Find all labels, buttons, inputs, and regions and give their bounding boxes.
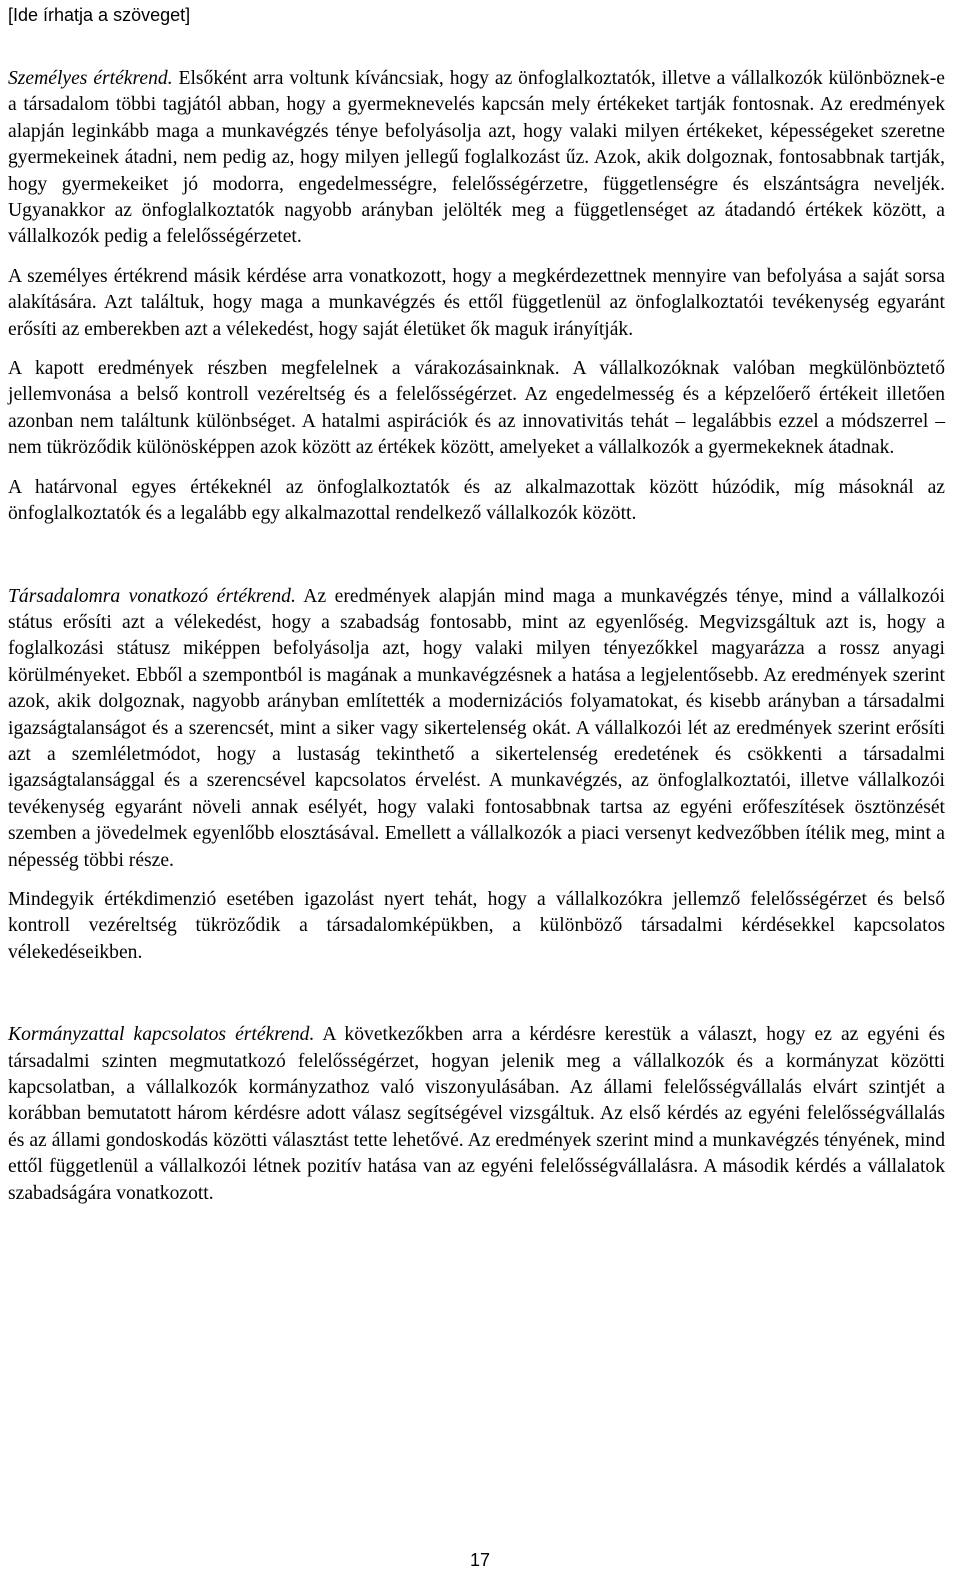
document-body	[8, 66, 945, 1207]
paragraph-text: A következőkben arra a kérdésre kerestük a választ, hogy ez az egyéni és társadalmi szinten megmutatkozó felelősségérzet, hogyan jelenik meg a vállalkozók és a kormányzat közötti kapcsolatban, a vállalkozók kormányzathoz való viszonyulásában. Az állami felelősségvállalás elvárt szintjét a korábban bemutatott három kérdésre adott válasz segítségével vizsgáltuk. Az első kérdés az egyéni felelősségvállalás és az állami gondoskodás közötti választást tette lehetővé. Az eredmények szerint mind a munkavégzés tényének, mind ettől függetlenül a vállalkozói létnek pozitív hatása van az egyéni felelősségvállalásra. A második kérdés a vállalatok szabadságára vonatkozott.	[8, 1024, 945, 1204]
section-heading-government-values: Kormányzattal kapcsolatos értékrend.	[8, 1024, 315, 1046]
section-heading-societal-values: Társadalomra vonatkozó értékrend.	[8, 585, 296, 607]
paragraph-results-expectations	[8, 356, 945, 462]
paragraph-text: A kapott eredmények részben megfelelnek a várakozásainknak. A vállalkozóknak valóban megkülönböztető jellemvonása a belső kontroll vezéreltség és a felelősségérzet. Az engedelmesség és a képzelőerő értékeit illetően azonban nem találtunk különbséget. A hatalmi aspirációk és az innovativitás tehát – legalábbis ezzel a módszerrel – nem tükröződik különösképpen azok között az értékek között, amelyeket a vállalkozók a gyermekeknek átadnak.	[8, 358, 945, 459]
paragraph-government-values	[8, 1022, 945, 1207]
paragraph-text: A határvonal egyes értékeknél az önfoglalkoztatók és az alkalmazottak között húzódik, míg másoknál az önfoglalkoztatók és a legalább egy alkalmazottal rendelkező vállalkozók között.	[8, 476, 945, 525]
paragraph-text: A személyes értékrend másik kérdése arra vonatkozott, hogy a megkérdezettnek mennyire van befolyása a saját sorsa alakítására. Azt találtuk, hogy maga a munkavégzés és ettől függetlenül az önfoglalkoztatói tevékenység egyaránt erősíti az emberekben azt a vélekedést, hogy saját életüket ők maguk irányítják.	[8, 265, 945, 340]
paragraph-societal-values	[8, 584, 945, 874]
paragraph-boundary	[8, 475, 945, 528]
paragraph-text: Elsőként arra voltunk kíváncsiak, hogy az önfoglalkoztatók, illetve a vállalkozók különböznek-e a társadalom többi tagjától abban, hogy a gyermeknevelés kapcsán mely értékeket tartják fontosnak. Az eredmények alapján leginkább maga a munkavégzés ténye befolyásolja azt, hogy valaki milyen értékeket, képességeket szeretne gyermekeinek átadni, nem pedig az, hogy milyen jellegű foglalkozást űz. Azok, akik dolgoznak, fontosabbnak tartják, hogy gyermekeiket jó modorra, engedelmességre, felelősségérzetre, függetlenségre és elszántságra neveljék. Ugyanakkor az önfoglalkoztatók nagyobb arányban jelölték meg a függetlenséget az átadandó értékek között, a vállalkozók pedig a felelősségérzetet.	[8, 68, 945, 248]
paragraph-text: Az eredmények alapján mind maga a munkavégzés ténye, mind a vállalkozói státus erősíti azt a vélekedést, hogy a szabadság fontosabb, mint az egyenlőség. Megvizsgáltuk azt is, hogy a foglalkozási státusz miképpen befolyásolja azt, hogy valaki milyen tényezőkkel magyarázza a rossz anyagi körülményeket. Ebből a szempontból is magának a munkavégzésnek a hatása a legjelentősebb. Az eredmények szerint azok, akik dolgoznak, nagyobb arányban említették a modernizációs folyamatokat, és kisebb arányban a társadalmi igazságtalanságot és a szerencsét, mint a siker vagy sikertelenség okát. A vállalkozói lét az eredmények szerint erősíti azt a szemléletmódot, hogy a lustaság tekinthető a sikertelenség eredetének és csökkenti a társadalmi igazságtalansággal és a szerencsével kapcsolatos érvelést. A munkavégzés, az önfoglalkoztatói, illetve vállalkozói tevékenység egyaránt növeli annak esélyét, hogy valaki fontosabbnak tartsa az egyéni erőfeszítések ösztönzését szemben a jövedelmek egyenlőbb elosztásával. Emellett a vállalkozók a piaci versenyt kedvezőbben ítélik meg, mint a népesség többi része.	[8, 585, 946, 871]
paragraph-own-fate	[8, 264, 945, 343]
paragraph-text: Mindegyik értékdimenzió esetében igazolást nyert tehát, hogy a vállalkozókra jellemző felelősségérzet és belső kontroll vezéreltség tükröződik a társadalomképükben, a különböző társadalmi kérdésekkel kapcsolatos vélekedéseikben.	[8, 888, 945, 963]
section-heading-personal-values: Személyes értékrend.	[8, 68, 173, 89]
paragraph-personal-values	[8, 66, 945, 251]
header-placeholder-text: [Ide írhatja a szöveget]	[8, 5, 191, 25]
page-number: 17	[469, 1550, 491, 1570]
paragraph-value-dimensions	[8, 887, 945, 966]
